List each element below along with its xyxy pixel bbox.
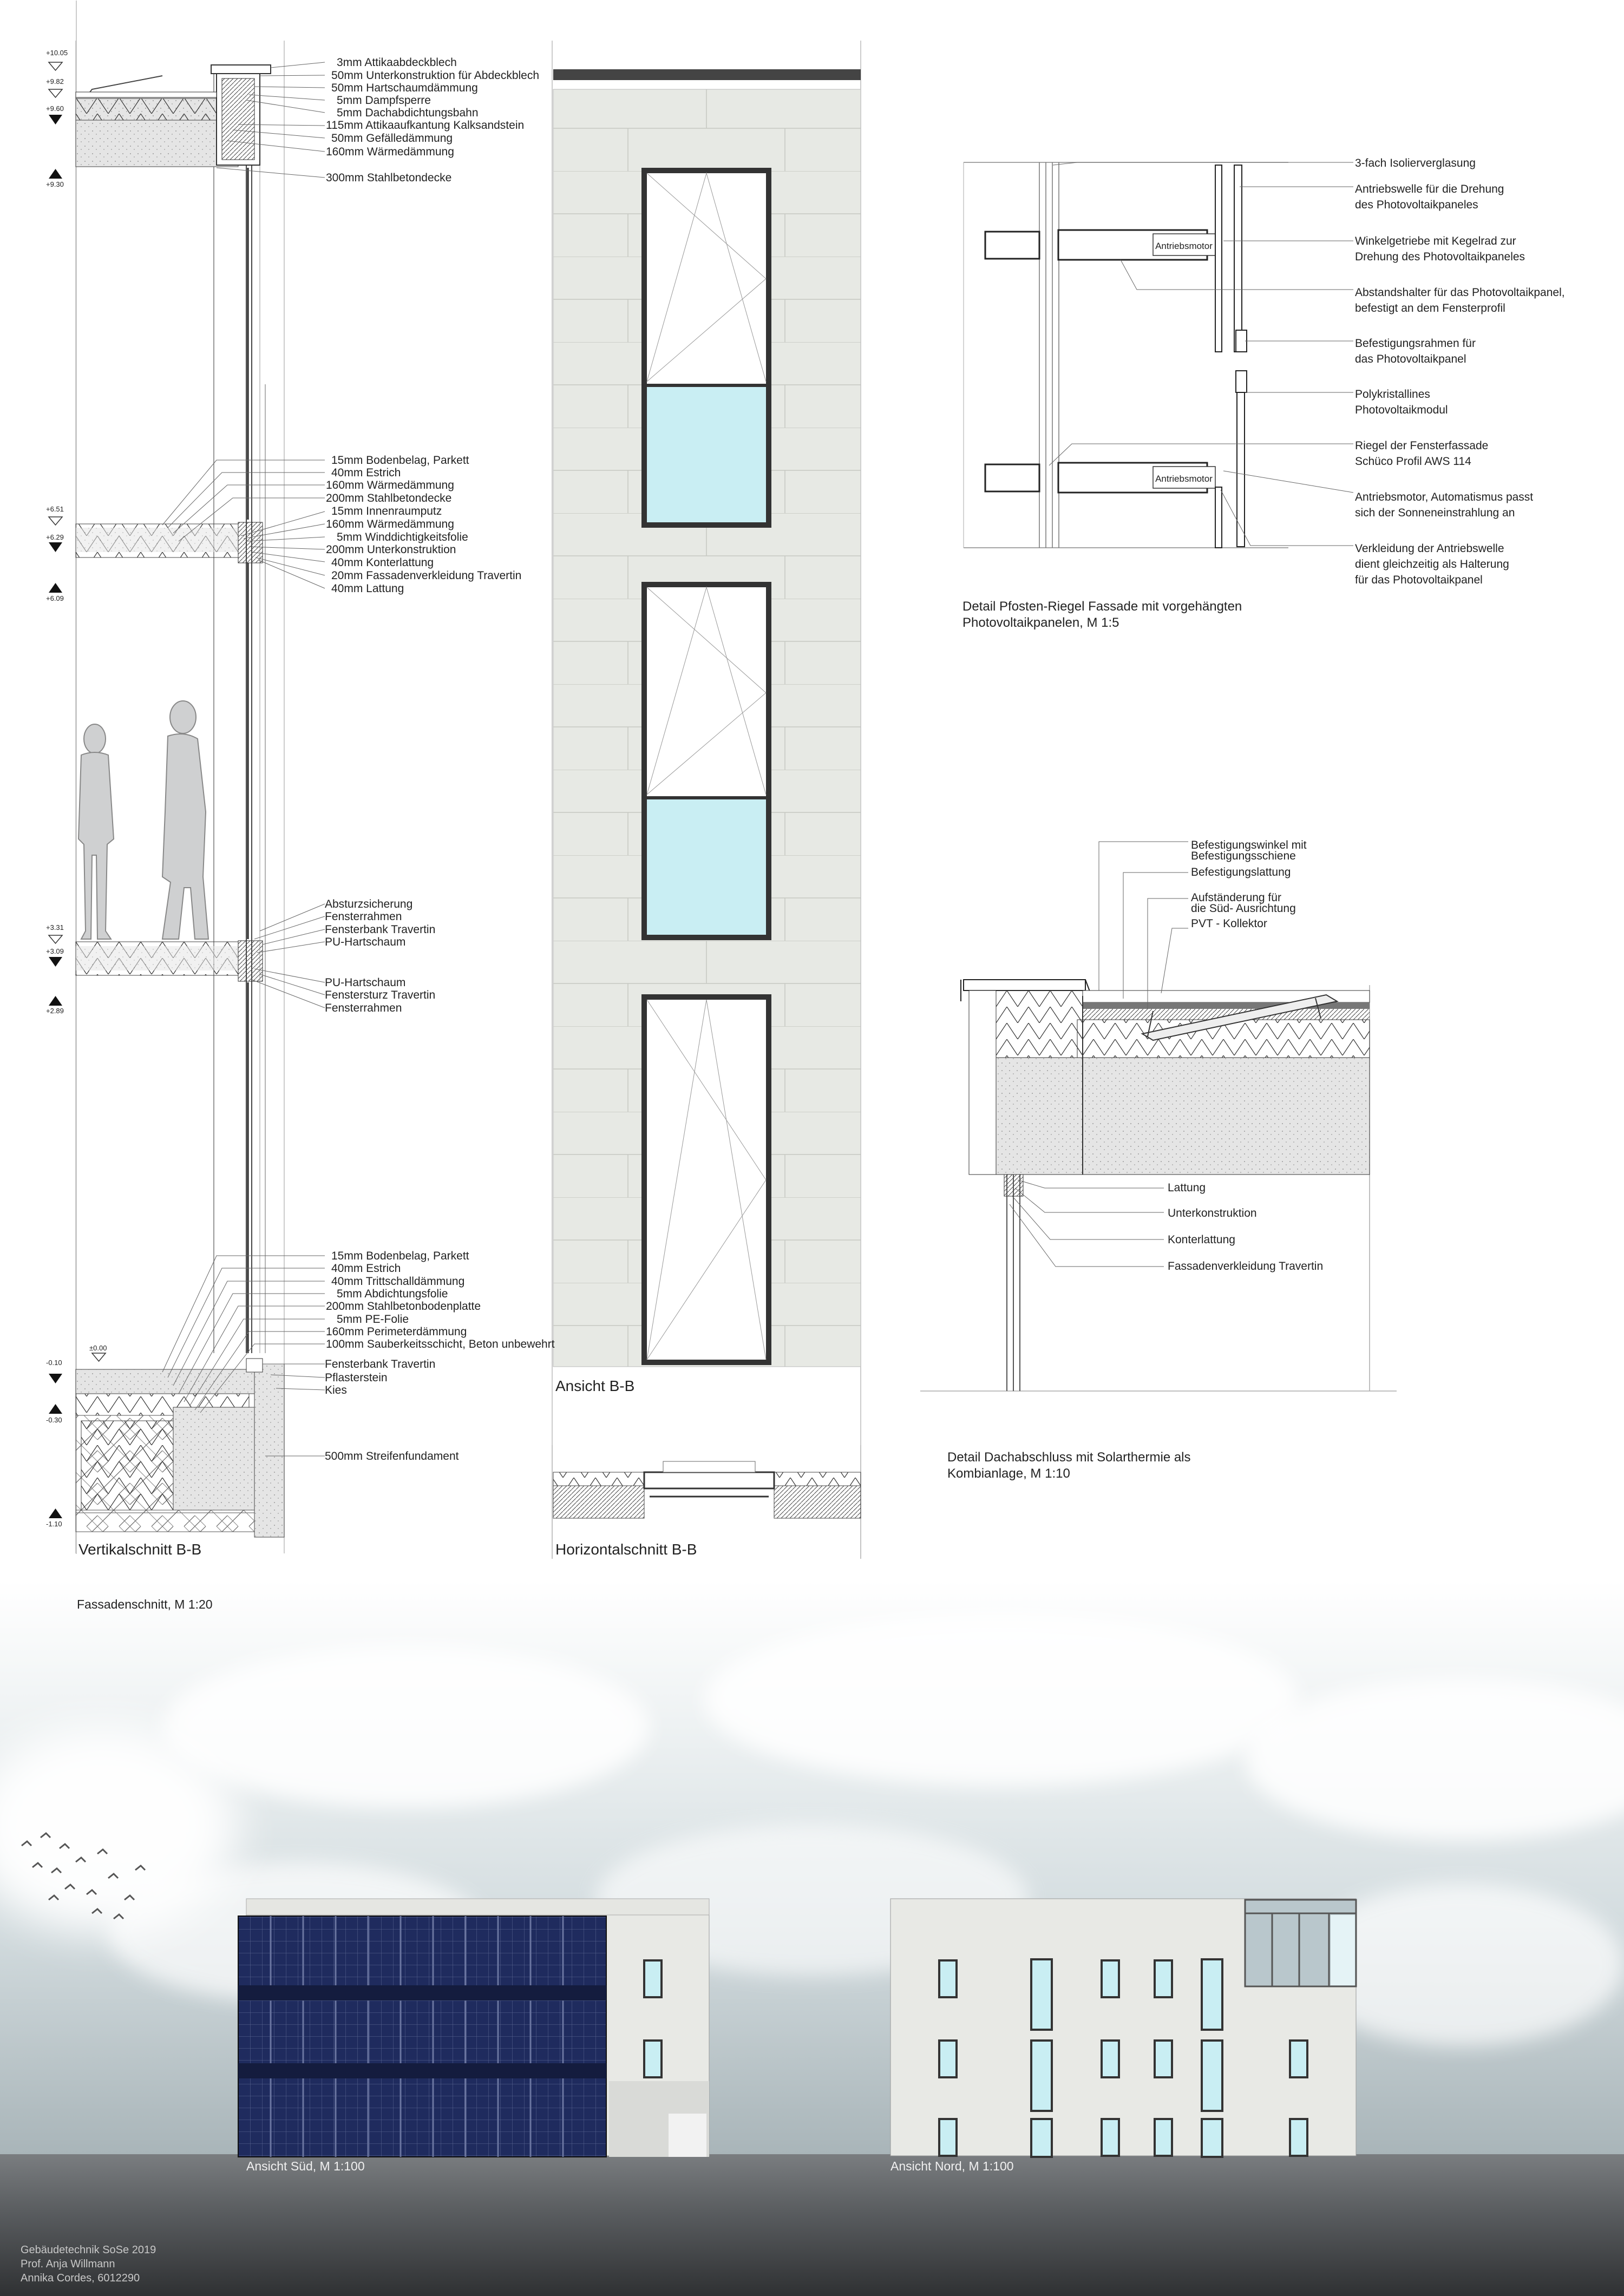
- footer-professor: Prof. Anja Willmann: [21, 2258, 115, 2270]
- pv-label: Riegel der Fensterfassade: [1355, 439, 1489, 452]
- window-label: Fensterbank Travertin: [325, 923, 436, 936]
- level-label: +3.09: [46, 947, 64, 955]
- pv-detail-labels: [962, 157, 1565, 630]
- exterior-label: Pflasterstein: [325, 1372, 388, 1384]
- window-label: Absturzsicherung: [325, 898, 413, 910]
- roof-caption: Kombianlage, M 1:10: [947, 1466, 1070, 1481]
- roof-detail-label: Fassadenverkleidung Travertin: [1168, 1260, 1324, 1272]
- level-label: ±0.00: [89, 1344, 107, 1352]
- roof-detail-labels: [947, 839, 1323, 1481]
- level-label: -0.10: [46, 1359, 62, 1367]
- roof-layer-label: 50mm Unterkonstruktion für Abdeckblech: [331, 69, 540, 82]
- pv-label: Drehung des Photovoltaikpaneles: [1355, 251, 1525, 263]
- roof-layer-label: 160mm Wärmedämmung: [326, 146, 454, 158]
- roof-layer-labels: [326, 56, 539, 184]
- lintel-label: Fenstersturz Travertin: [325, 989, 436, 1001]
- floor-layer-labels: [326, 454, 521, 595]
- ground-layer-label: 160mm Perimeterdämmung: [326, 1326, 467, 1338]
- roof-detail-label: Befestigungsschiene: [1191, 850, 1296, 862]
- pv-label: Abstandshalter für das Photovoltaikpanel,: [1355, 286, 1565, 299]
- roof-layer-label: 5mm Dachabdichtungsbahn: [337, 107, 479, 119]
- level-label: -0.30: [46, 1416, 62, 1424]
- floor-layer-label: 5mm Winddichtigkeitsfolie: [337, 531, 468, 543]
- pv-label: Schüco Profil AWS 114: [1355, 455, 1471, 468]
- roof-layer-label: 115mm Attikaaufkantung Kalksandstein: [326, 119, 525, 132]
- floor-layer-label: 40mm Lattung: [331, 582, 404, 595]
- foundation-label: 500mm Streifenfundament: [325, 1450, 459, 1462]
- exterior-label: Kies: [325, 1384, 347, 1396]
- lintel-label: Fensterrahmen: [325, 1002, 402, 1014]
- level-label: -1.10: [46, 1520, 62, 1528]
- footer-student: Annika Cordes, 6012290: [21, 2272, 140, 2284]
- ground-layer-label: 15mm Bodenbelag, Parkett: [331, 1250, 469, 1262]
- roof-detail-label: Befestigungslattung: [1191, 866, 1291, 878]
- pv-label: Verkleidung der Antriebswelle: [1355, 542, 1504, 555]
- pv-label: befestigt an dem Fensterprofil: [1355, 302, 1505, 314]
- level-label: +6.09: [46, 594, 64, 602]
- floor-layer-label: 15mm Innenraumputz: [331, 505, 442, 517]
- pv-label: 3-fach Isolierverglasung: [1355, 157, 1476, 169]
- level-label: +6.51: [46, 505, 64, 513]
- pv-caption: Detail Pfosten-Riegel Fassade mit vorgehängten: [962, 599, 1242, 614]
- window-labels: [325, 898, 435, 1014]
- facade-section-caption: Fassadenschnitt, M 1:20: [77, 1597, 213, 1611]
- roof-detail-label: die Süd- Ausrichtung: [1191, 902, 1296, 915]
- roof-layer-label: 5mm Dampfsperre: [337, 94, 431, 107]
- roof-detail-label: Konterlattung: [1168, 1234, 1235, 1246]
- floor-layer-label: 160mm Wärmedämmung: [326, 518, 454, 530]
- level-label: +6.29: [46, 533, 64, 541]
- ground-layer-label: 5mm Abdichtungsfolie: [337, 1288, 448, 1300]
- ground-layer-label: 200mm Stahlbetonbodenplatte: [326, 1300, 481, 1313]
- roof-detail-label: Befestigungswinkel mit: [1191, 839, 1307, 851]
- pv-label: Befestigungsrahmen für: [1355, 337, 1476, 350]
- ground-layer-label: 5mm PE-Folie: [337, 1313, 409, 1326]
- vertical-section-title: Vertikalschnitt B-B: [78, 1541, 202, 1558]
- motor-label: Antriebsmotor: [1155, 241, 1213, 251]
- level-label: +10.05: [46, 49, 68, 57]
- ground-layer-labels: [325, 1250, 555, 1462]
- roof-layer-label: 50mm Hartschaumdämmung: [331, 82, 478, 94]
- pv-label: Antriebsmotor, Automatismus passt: [1355, 491, 1534, 503]
- level-label: +9.82: [46, 77, 64, 86]
- pv-caption: Photovoltaikpanelen, M 1:5: [962, 615, 1119, 630]
- ground-layer-label: 100mm Sauberkeitsschicht, Beton unbewehrt: [326, 1338, 555, 1350]
- footer-course: Gebäudetechnik SoSe 2019: [21, 2244, 156, 2256]
- horizontal-section-title: Horizontalschnitt B-B: [555, 1541, 697, 1558]
- level-label: +3.31: [46, 923, 64, 931]
- level-labels: [46, 49, 107, 1528]
- motor-label: Antriebsmotor: [1155, 474, 1213, 484]
- pv-label: Polykristallines: [1355, 388, 1430, 401]
- footer: [21, 2244, 156, 2284]
- window-label: Fensterrahmen: [325, 910, 402, 923]
- elevation-bb-title: Ansicht B-B: [555, 1377, 635, 1394]
- pv-label: Winkelgetriebe mit Kegelrad zur: [1355, 235, 1516, 247]
- ground-layer-label: 40mm Estrich: [331, 1262, 401, 1275]
- floor-layer-label: 20mm Fassadenverkleidung Travertin: [331, 569, 522, 582]
- roof-detail-label: Aufständerung für: [1191, 891, 1281, 904]
- roof-detail-label: Unterkonstruktion: [1168, 1207, 1257, 1219]
- pv-label: das Photovoltaikpanel: [1355, 353, 1466, 365]
- level-label: +2.89: [46, 1007, 64, 1015]
- floor-layer-label: 200mm Stahlbetondecke: [326, 492, 452, 504]
- pv-label: Photovoltaikmodul: [1355, 404, 1448, 416]
- roof-layer-label: 3mm Attikaabdeckblech: [337, 56, 457, 69]
- pv-label: dient gleichzeitig als Halterung: [1355, 558, 1509, 570]
- lintel-label: PU-Hartschaum: [325, 976, 406, 989]
- level-label: +9.60: [46, 104, 64, 113]
- roof-detail-label: Lattung: [1168, 1182, 1206, 1194]
- roof-slab-label: 300mm Stahlbetondecke: [326, 172, 452, 184]
- floor-layer-label: 200mm Unterkonstruktion: [326, 543, 456, 556]
- pv-label: für das Photovoltaikpanel: [1355, 574, 1483, 586]
- pv-label: des Photovoltaikpaneles: [1355, 199, 1478, 211]
- window-label: PU-Hartschaum: [325, 936, 406, 948]
- pv-label: Antriebswelle für die Drehung: [1355, 183, 1504, 195]
- north-elevation-caption: Ansicht Nord, M 1:100: [890, 2159, 1014, 2173]
- pv-label: sich der Sonneneinstrahlung an: [1355, 507, 1515, 519]
- roof-layer-label: 50mm Gefälledämmung: [331, 132, 453, 145]
- floor-layer-label: 40mm Konterlattung: [331, 556, 434, 569]
- level-label: +9.30: [46, 180, 64, 188]
- floor-layer-label: 40mm Estrich: [331, 467, 401, 479]
- south-elevation-caption: Ansicht Süd, M 1:100: [246, 2159, 365, 2173]
- exterior-label: Fensterbank Travertin: [325, 1358, 436, 1370]
- roof-caption: Detail Dachabschluss mit Solarthermie als: [947, 1450, 1191, 1465]
- ground-layer-label: 40mm Trittschalldämmung: [331, 1275, 465, 1288]
- roof-detail-label: PVT - Kollektor: [1191, 917, 1267, 930]
- floor-layer-label: 15mm Bodenbelag, Parkett: [331, 454, 469, 467]
- floor-layer-label: 160mm Wärmedämmung: [326, 479, 454, 491]
